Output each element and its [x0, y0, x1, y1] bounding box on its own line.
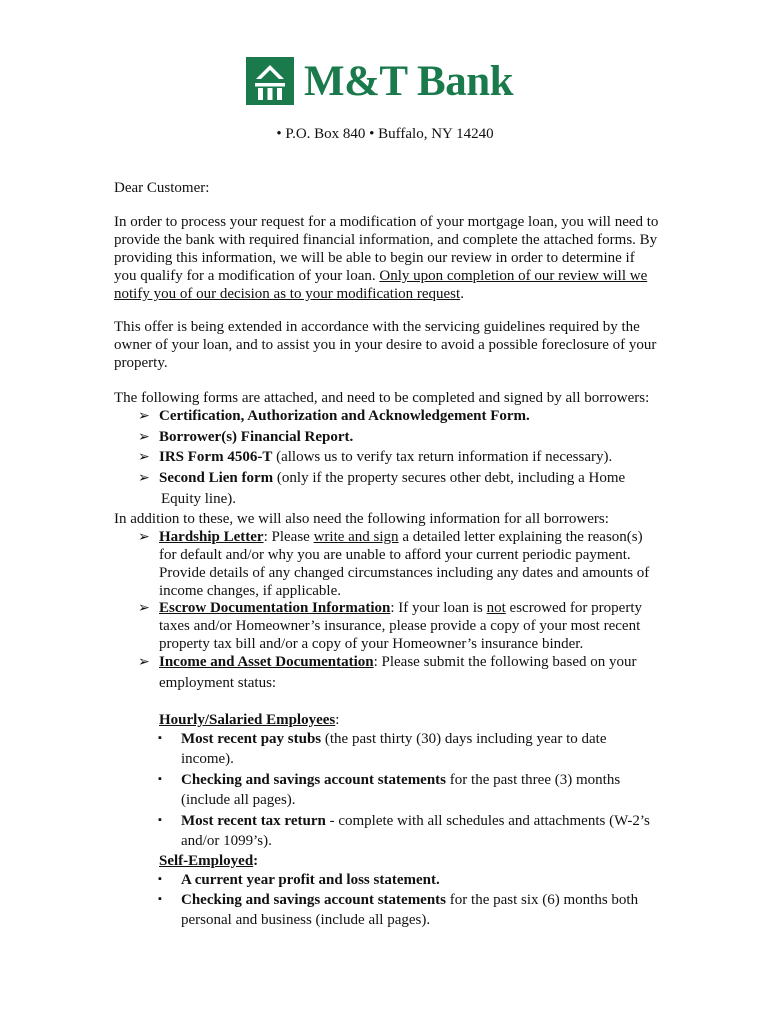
hourly-heading: Hourly/Salaried Employees:	[159, 712, 340, 728]
paragraph-intro-end: .	[460, 286, 464, 302]
salutation: Dear Customer:	[114, 180, 210, 196]
forms-intro: The following forms are attached, and need to be completed and signed by all borrowers:	[114, 390, 650, 406]
arrow-bullet-icon: ➢	[138, 409, 150, 424]
bank-logo-mark	[246, 57, 294, 105]
form-item: Borrower(s) Financial Report.	[159, 429, 354, 445]
income-item: Income and Asset Documentation: Please submit the following based on your	[159, 654, 637, 670]
hourly-item-continuation: (include all pages).	[181, 792, 296, 808]
paragraph-intro-underlined: Only upon completion of our review will we notify you of our decision as to your modification request	[114, 268, 648, 302]
arrow-bullet-icon: ➢	[138, 530, 150, 545]
arrow-bullet-icon: ➢	[138, 430, 150, 445]
hardship-line: for default and/or why you are unable to afford your current periodic payment.	[159, 547, 631, 563]
square-bullet-icon: ▪	[158, 893, 162, 905]
paragraph-intro-text: In order to process your request for a modification of your mortgage loan, you will need to provide the bank with required financial information, and complete the attached forms. By providing this information, we will be able to begin our review in order to determine if you qualify for a modification of your loan.	[114, 214, 659, 284]
square-bullet-icon: ▪	[158, 873, 162, 885]
arrow-bullet-icon: ➢	[138, 471, 150, 486]
square-bullet-icon: ▪	[158, 773, 162, 785]
hourly-item: Checking and savings account statements for the past three (3) months	[181, 772, 621, 788]
form-item: IRS Form 4506-T (allows us to verify tax return information if necessary).	[159, 449, 613, 465]
hourly-item-continuation: income).	[181, 751, 234, 767]
bank-address: • P.O. Box 840 • Buffalo, NY 14240	[276, 126, 494, 142]
arrow-bullet-icon: ➢	[138, 450, 150, 465]
income-line: employment status:	[159, 675, 277, 691]
paragraph-offer: This offer is being extended in accordance with the servicing guidelines required by the owner of your loan, and to assist you in your desire to avoid a possible foreclosure of your property.	[114, 319, 657, 371]
hourly-item: Most recent tax return - complete with all schedules and attachments (W-2’s	[181, 813, 650, 829]
escrow-line: property tax bill and/or a copy of your Homeowner’s insurance binder.	[159, 636, 584, 652]
self-employed-item-continuation: personal and business (include all pages).	[181, 912, 431, 928]
hourly-item-continuation: and/or 1099’s).	[181, 833, 272, 849]
form-item-continuation: Equity line).	[161, 491, 236, 507]
bank-logo	[246, 57, 513, 105]
square-bullet-icon: ▪	[158, 732, 162, 744]
self-employed-heading: Self-Employed:	[159, 853, 259, 869]
hardship-line: income changes, if applicable.	[159, 583, 342, 599]
info-intro: In addition to these, we will also need the following information for all borrowers:	[114, 511, 609, 527]
hourly-item: Most recent pay stubs (the past thirty (30) days including year to date	[181, 731, 607, 747]
self-employed-item: Checking and savings account statements for the past six (6) months both	[181, 892, 639, 908]
arrow-bullet-icon: ➢	[138, 655, 150, 670]
form-item: Certification, Authorization and Acknowledgement Form.	[159, 408, 530, 424]
paragraph-intro	[114, 213, 660, 303]
self-employed-item: A current year profit and loss statement.	[181, 872, 440, 888]
arrow-bullet-icon: ➢	[138, 601, 150, 616]
escrow-line: taxes and/or Homeowner’s insurance, please provide a copy of your most recent	[159, 618, 641, 634]
escrow-item: Escrow Documentation Information: If your loan is not escrowed for property	[159, 600, 642, 616]
square-bullet-icon: ▪	[158, 814, 162, 826]
bank-logo-text: M&T Bank	[304, 57, 514, 105]
hardship-letter-item: Hardship Letter: Please write and sign a detailed letter explaining the reason(s)	[159, 529, 643, 545]
hardship-line: Provide details of any changed circumstances including any dates and amounts of	[159, 565, 650, 581]
form-item: Second Lien form (only if the property secures other debt, including a Home	[159, 470, 626, 486]
